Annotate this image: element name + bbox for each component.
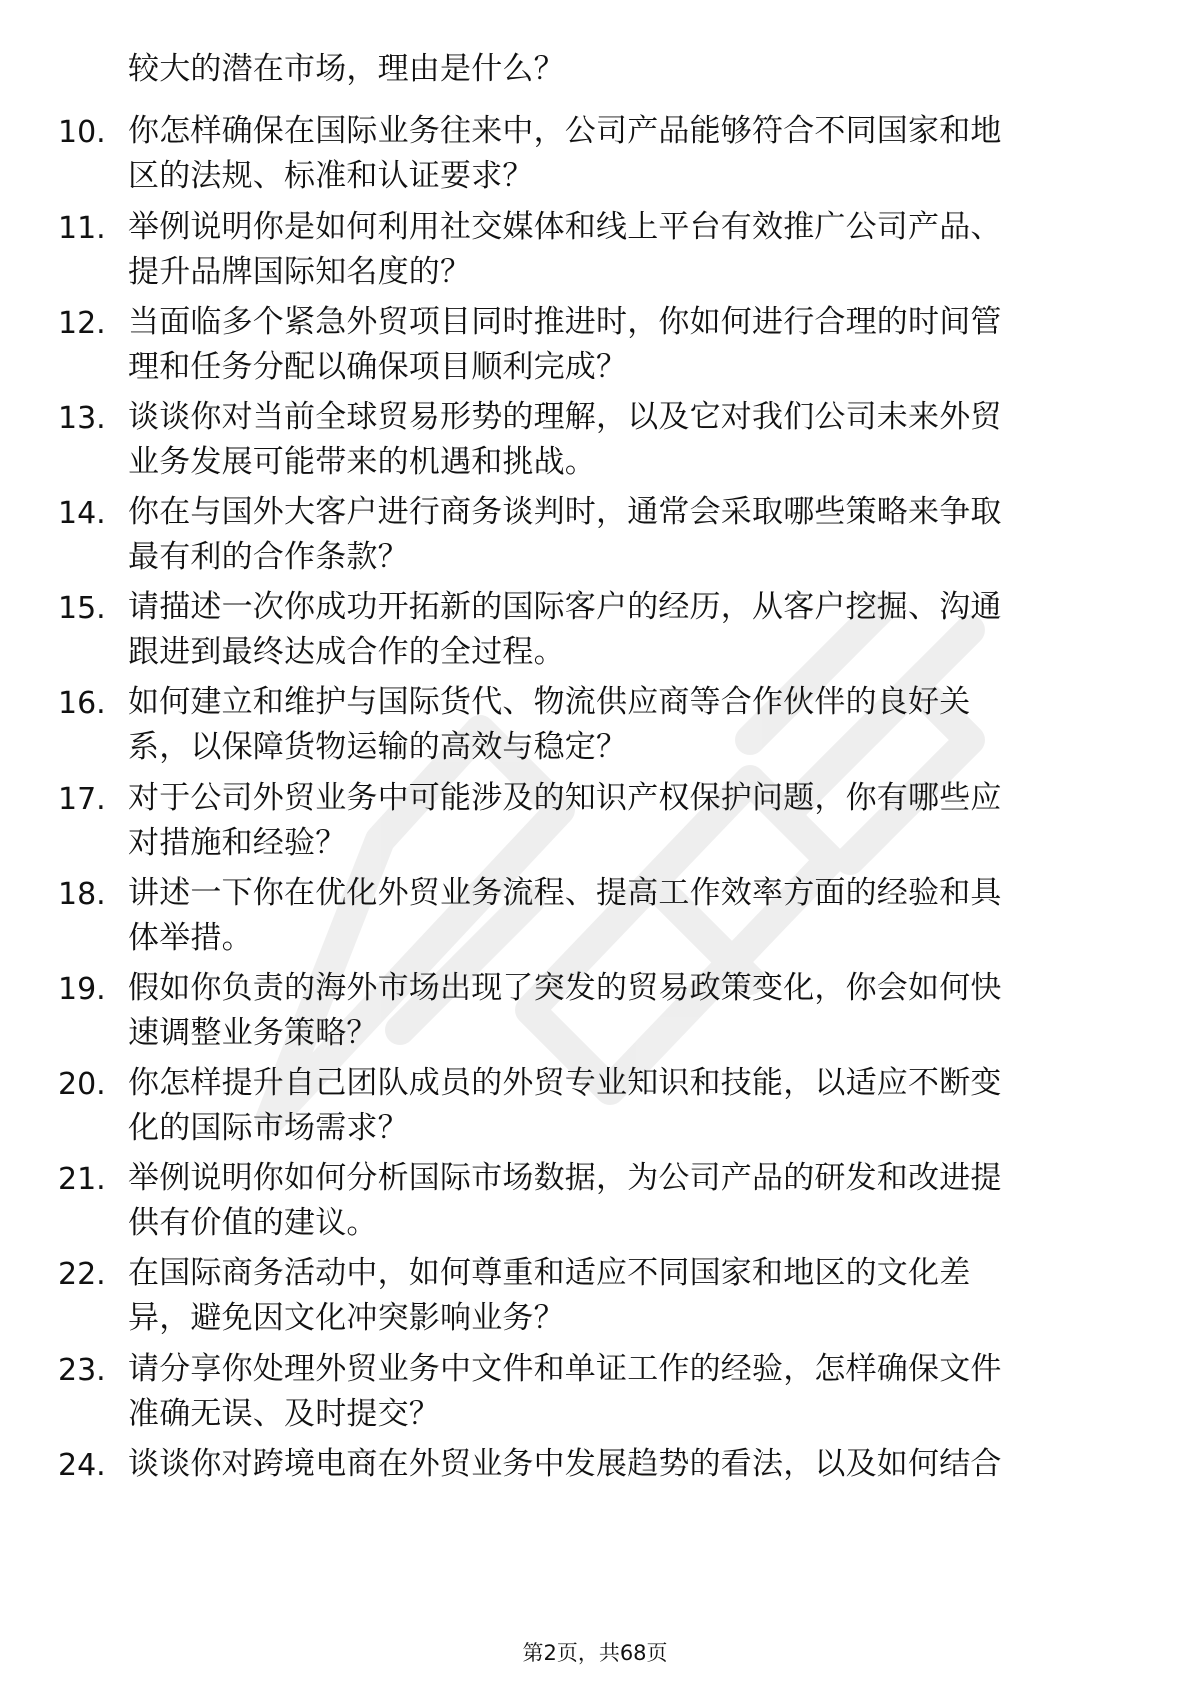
question-text-line: 当面临多个紧急外贸项目同时推进时，你如何进行合理的时间管 [128,304,1002,340]
question-text-line: 理和任务分配以确保项目顺利完成？ [128,349,628,385]
question-text-line: 如何建立和维护与国际货代、物流供应商等合作伙伴的良好关 [128,684,971,720]
question-number: 12. [58,306,106,341]
page-footer: 第2页，共68页 [522,1641,668,1665]
question-text-line: 准确无误、及时提交？ [128,1396,440,1432]
question-number: 15. [58,591,106,626]
question-number: 19. [58,972,106,1007]
question-text-line: 你在与国外大客户进行商务谈判时，通常会采取哪些策略来争取 [128,494,1002,530]
question-text-line: 请描述一次你成功开拓新的国际客户的经历，从客户挖掘、沟通 [128,589,1002,625]
question-text-line: 化的国际市场需求？ [128,1110,409,1146]
question-number: 23. [58,1353,106,1388]
question-text-line: 区的法规、标准和认证要求？ [128,158,534,194]
question-number: 20. [58,1067,106,1102]
question-text-line: 跟进到最终达成合作的全过程。 [128,634,565,670]
question-text-line: 举例说明你如何分析国际市场数据，为公司产品的研发和改进提 [128,1160,1002,1196]
question-text-line: 谈谈你对当前全球贸易形势的理解，以及它对我们公司未来外贸 [128,399,1002,435]
question-text-line: 你怎样确保在国际业务往来中，公司产品能够符合不同国家和地 [128,113,1002,149]
question-number: 22. [58,1257,106,1292]
question-number: 16. [58,686,106,721]
question-text-line: 举例说明你是如何利用社交媒体和线上平台有效推广公司产品、 [128,209,1002,245]
question-text-line: 请分享你处理外贸业务中文件和单证工作的经验，怎样确保文件 [128,1351,1002,1387]
question-number: 11. [58,211,106,246]
question-text-line: 较大的潜在市场，理由是什么？ [128,51,565,87]
question-text-line: 体举措。 [128,920,253,956]
question-text-line: 你怎样提升自己团队成员的外贸专业知识和技能，以适应不断变 [128,1065,1002,1101]
question-number: 17. [58,782,106,817]
question-text-line: 系，以保障货物运输的高效与稳定？ [128,729,628,765]
question-number: 10. [58,115,106,150]
question-text-line: 在国际商务活动中，如何尊重和适应不同国家和地区的文化差 [128,1255,971,1291]
question-text-line: 假如你负责的海外市场出现了突发的贸易政策变化，你会如何快 [128,970,1002,1006]
question-text-line: 供有价值的建议。 [128,1205,378,1241]
question-text-line: 最有利的合作条款？ [128,539,409,575]
question-text-line: 谈谈你对跨境电商在外贸业务中发展趋势的看法，以及如何结合 [128,1446,1002,1482]
question-text-line: 速调整业务策略？ [128,1015,378,1051]
question-number: 24. [58,1448,106,1483]
question-number: 18. [58,877,106,912]
question-text-line: 异，避免因文化冲突影响业务？ [128,1300,565,1336]
question-text-line: 讲述一下你在优化外贸业务流程、提高工作效率方面的经验和具 [128,875,1002,911]
question-text-line: 业务发展可能带来的机遇和挑战。 [128,444,596,480]
question-number: 13. [58,401,106,436]
question-text-line: 对于公司外贸业务中可能涉及的知识产权保护问题，你有哪些应 [128,780,1002,816]
question-text-line: 提升品牌国际知名度的？ [128,254,472,290]
question-number: 21. [58,1162,106,1197]
question-number: 14. [58,496,106,531]
question-text-line: 对措施和经验？ [128,825,347,861]
